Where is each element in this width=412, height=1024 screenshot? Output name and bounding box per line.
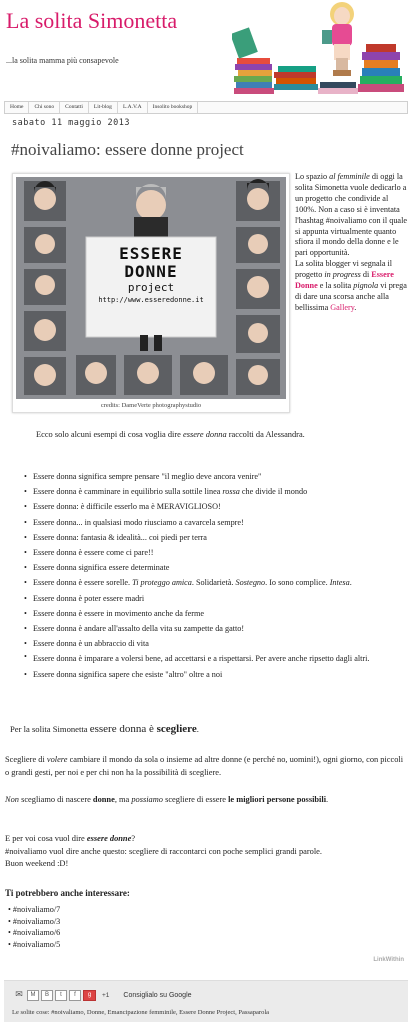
paragraph-non-scegliamo: Non scegliamo di nascere donne, ma possiamo scegliere di essere le migliori persone possibili. xyxy=(5,795,329,804)
nav-bar xyxy=(4,101,408,114)
list-item: • Essere donna è camminare in equilibrio sulla sottile linea rossa che divide il mondo xyxy=(22,484,402,499)
header-illustration xyxy=(232,0,410,100)
related-item[interactable]: • #noivaliamo/3 xyxy=(8,916,60,928)
post-title[interactable]: #noivaliamo: essere donne project xyxy=(11,140,244,159)
related-title: Ti potrebbero anche interessare: xyxy=(5,888,130,898)
list-item: • Essere donna è essere in movimento anche da ferme xyxy=(22,606,402,621)
per-la-solita: Per la solita Simonetta essere donna è scegliere. xyxy=(10,723,199,735)
linkwithin-brand[interactable]: LinkWithin xyxy=(373,957,404,963)
essere-donna-list xyxy=(22,469,402,682)
blog-header xyxy=(0,0,412,100)
twitter-share-icon[interactable]: t xyxy=(55,990,67,1001)
paragraph-scegliere: Scegliere di volere cambiare il mondo da sola o insieme ad altre donne (e perché no, uomini!), ogni giorno, con piccoli o grandi gesti, per noi e per chi non ha la possibilità di scegliere. xyxy=(5,755,404,777)
related-item[interactable]: • #noivaliamo/7 xyxy=(8,904,60,916)
essere-donne-link[interactable]: Essere Donne xyxy=(295,270,394,291)
list-item: • Essere donna è andare all'assalto della vita su zampette da gatto! xyxy=(22,621,402,636)
post-photo-frame xyxy=(12,173,290,413)
list-item: • Essere donna: fantasia & idealità... coi piedi per terra xyxy=(22,530,402,545)
list-item: • Essere donna significa sapere che esiste "altro" oltre a noi xyxy=(22,667,402,682)
consiglialo-link[interactable]: Consiglialo su Google xyxy=(123,992,192,999)
photo-credits: credits: DameVerte photographystudio xyxy=(100,402,202,409)
list-item: • Essere donna è imparare a volersi bene, ad accettarsi e a rispettarsi. Per avere anche ripsetto dagli altri. xyxy=(22,651,402,667)
paragraph-closing: E per voi cosa vuol dire essere donne? #noivaliamo vuol dire anche questo: scegliere di raccontarci con poche semplici grandi parole. Buon weekend :D! xyxy=(5,834,322,869)
nav-lit-blog[interactable]: Lit-blog xyxy=(89,102,118,113)
plus-one-count[interactable]: +1 xyxy=(102,992,110,999)
list-item: • Essere donna... in qualsiasi modo riusciamo a cavarcela sempre! xyxy=(22,515,402,530)
sign-url: http://www.esseredonne.it xyxy=(98,296,204,304)
related-list xyxy=(8,904,60,950)
blogthis-icon[interactable]: B xyxy=(41,990,53,1001)
gallery-link[interactable]: Gallery xyxy=(330,302,355,312)
list-item: • Essere donna significa essere determinate xyxy=(22,560,402,575)
list-item: • Essere donna è poter essere madri xyxy=(22,591,402,606)
related-item[interactable]: • #noivaliamo/5 xyxy=(8,939,60,951)
post-photo[interactable] xyxy=(16,177,286,399)
related-item[interactable]: • #noivaliamo/6 xyxy=(8,927,60,939)
post-labels: Le solite cose: #noivaliamo, Donne, Emancipazione femminile, Essere Donne Project, Passaparola xyxy=(12,1009,270,1016)
intro-side-text: Lo spazio al femminile di oggi la solita Simonetta vuole dedicarlo a un progetto che condivide al 100%. Non a caso si è inventata l'hashtag #noivaliamo con il quale si appunta virtualmente quanto sfiora il mondo della donne e le pari opportunità. La solita blogger vi segnala il progetto in progress di Essere Donne e la solita pignola vi prega di dare una scorsa anche alla bellissima Gallery. xyxy=(295,172,407,312)
nav-home[interactable]: Home xyxy=(5,102,29,113)
blog-description: ...la solita mamma più consapevole xyxy=(6,56,119,65)
sign-line-3: project xyxy=(127,281,175,294)
list-item: • Essere donna: è difficile esserlo ma è MERAVIGLIOSO! xyxy=(22,499,402,514)
nav-chi-sono[interactable]: Chi sono xyxy=(29,102,60,113)
intro-paragraph: Ecco solo alcuni esempi di cosa voglia dire essere donna raccolti da Alessandra. xyxy=(36,430,305,439)
gmail-share-icon[interactable]: M xyxy=(27,990,39,1001)
share-icons xyxy=(13,990,192,1001)
facebook-share-icon[interactable]: f xyxy=(69,990,81,1001)
nav-contatti[interactable]: Contatti xyxy=(60,102,89,113)
list-item: • Essere donna significa sempre pensare "il meglio deve ancora venire" xyxy=(22,469,402,484)
blog-title[interactable]: La solita Simonetta xyxy=(6,8,178,33)
google-plus-icon[interactable]: g xyxy=(83,990,96,1001)
list-item: • Essere donna è essere come ci pare!! xyxy=(22,545,402,560)
list-item: • Essere donna è un abbraccio di vita xyxy=(22,636,402,651)
photo-sign xyxy=(86,245,216,306)
share-bar xyxy=(4,980,408,1022)
nav-insolito-bookshop[interactable]: Insolito bookshop xyxy=(148,102,199,113)
sign-line-1: ESSERE xyxy=(119,244,183,263)
email-share-icon[interactable]: ✉ xyxy=(15,989,23,999)
list-item: • Essere donna è essere sorelle. Ti proteggo amica. Solidarietà. Sostegno. Io sono complice. Intesa. xyxy=(22,575,402,590)
sign-line-2: DONNE xyxy=(124,262,178,281)
nav-lava[interactable]: L.A.V.A xyxy=(118,102,148,113)
post-date: sabato 11 maggio 2013 xyxy=(12,118,130,128)
